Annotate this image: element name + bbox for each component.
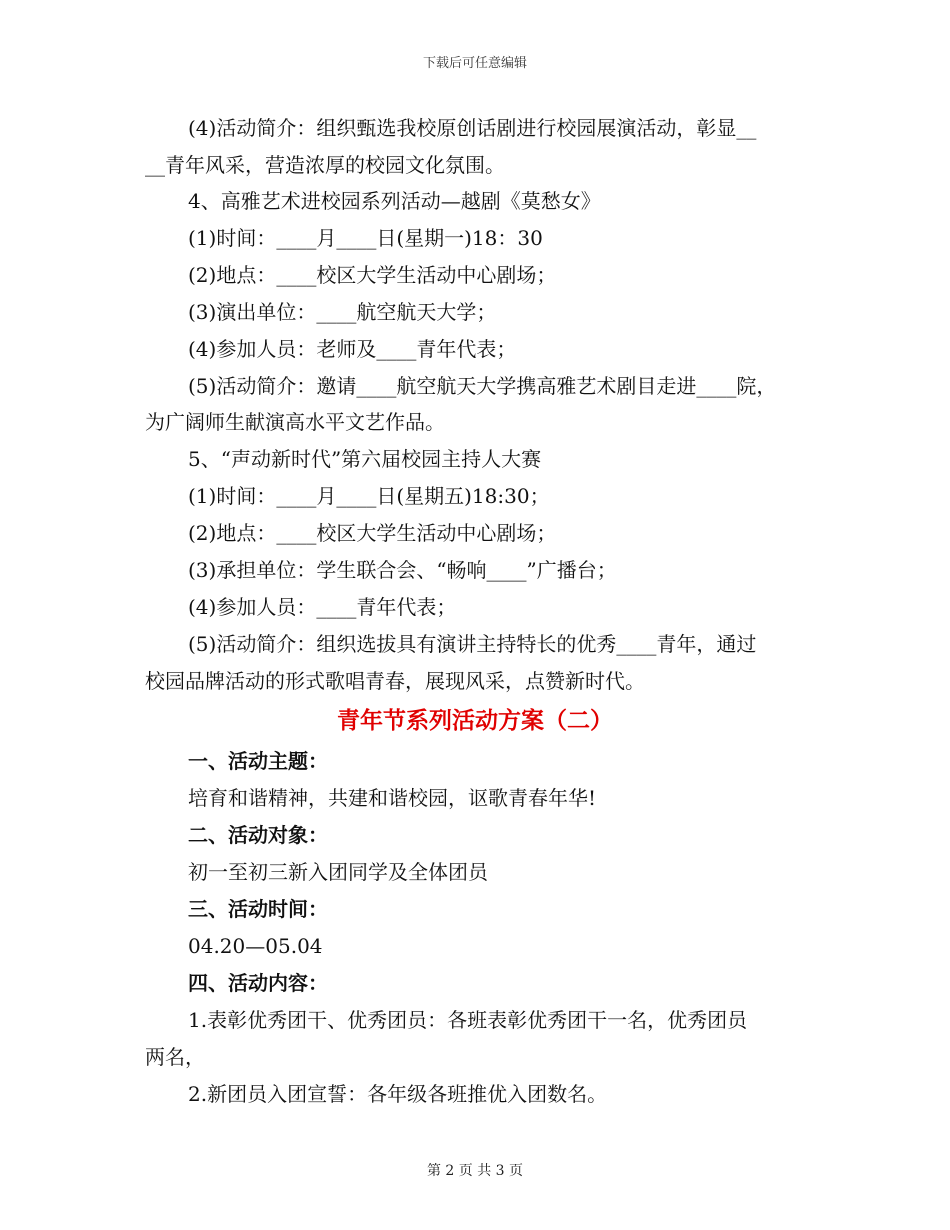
text-line: (4)参加人员：老师及____青年代表； (188, 337, 517, 361)
page-header-note: 下载后可任意编辑 (422, 56, 527, 71)
text-line: (1)时间：____月____日(星期一)18：30 (188, 226, 543, 250)
text-line: (5)活动简介：邀请____航空航天大学携高雅艺术剧目走进____院， (188, 374, 777, 398)
section-heading: 一、活动主题： (188, 749, 328, 773)
text-line: 培育和谐精神，共建和谐校园，讴歌青春年华! (188, 786, 597, 810)
text-line: (2)地点：____校区大学生活动中心剧场； (188, 521, 557, 545)
text-line: 5、“声动新时代”第六届校园主持人大赛 (188, 447, 542, 471)
text-line: 2.新团员入团宣誓：各年级各班推优入团数名。 (188, 1082, 608, 1106)
section-heading: 四、活动内容： (188, 971, 328, 995)
text-line: 校园品牌活动的形式歌唱青春，展现风采，点赞新时代。 (145, 669, 645, 693)
text-line: (3)承担单位：学生联合会、“畅响____”广播台； (188, 558, 617, 582)
text-line: (3)演出单位：____航空航天大学； (188, 300, 497, 324)
text-line: (1)时间：____月____日(星期五)18:30； (188, 484, 550, 508)
section-title: 青年节系列活动方案（二） (337, 707, 613, 734)
text-line: 为广阔师生献演高水平文艺作品。 (145, 410, 445, 434)
text-line: (5)活动简介：组织选拔具有演讲主持特长的优秀____青年，通过 (188, 632, 757, 656)
section-heading: 二、活动对象： (188, 823, 328, 847)
text-line: __青年风采，营造浓厚的校园文化氛围。 (145, 153, 505, 177)
text-line: (2)地点：____校区大学生活动中心剧场； (188, 263, 557, 287)
text-line: (4)活动简介：组织甄选我校原创话剧进行校园展演活动，彰显__ (188, 116, 757, 140)
page-footer-info: 第 2 页 共 3 页 (426, 1163, 524, 1179)
text-line: 1.表彰优秀团干、优秀团员：各班表彰优秀团干一名，优秀团员 (188, 1008, 748, 1032)
text-line: 04.20—05.04 (188, 934, 323, 958)
text-line: 初一至初三新入团同学及全体团员 (188, 860, 488, 884)
text-line: (4)参加人员：____青年代表； (188, 595, 457, 619)
section-heading: 三、活动时间： (188, 897, 328, 921)
text-line: 4、高雅艺术进校园系列活动—越剧《莫愁女》 (188, 189, 601, 213)
text-line: 两名， (145, 1045, 205, 1069)
